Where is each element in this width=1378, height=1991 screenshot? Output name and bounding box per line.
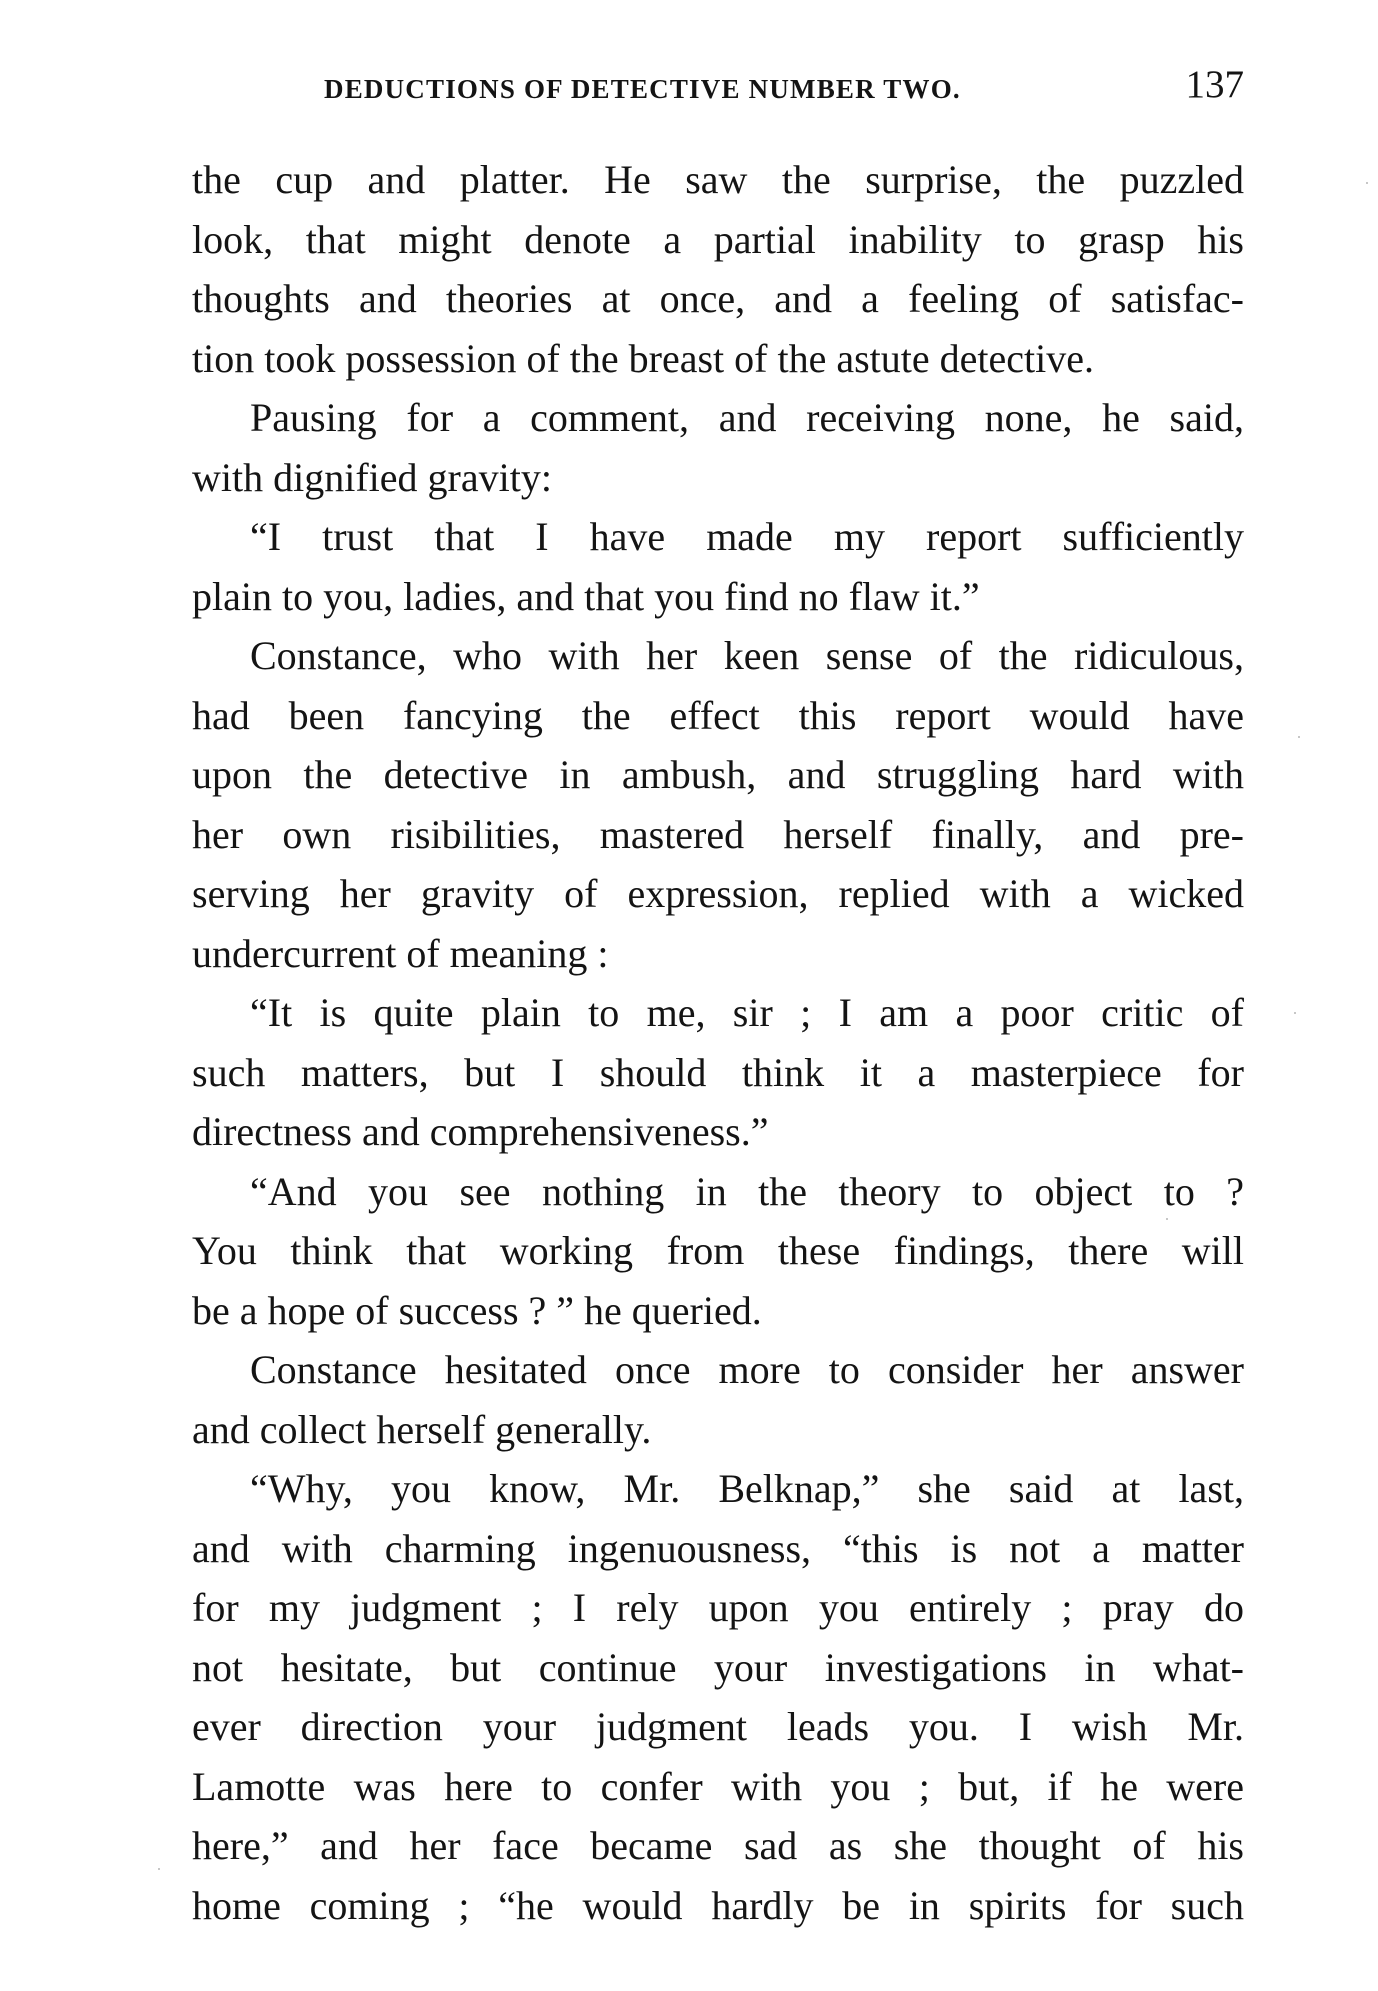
paper-speck [1294,1012,1296,1014]
running-head [192,62,1244,118]
text-line: You think that working from these findings, there will [192,1228,1244,1273]
text-line: such matters, but I should think it a masterpiece for [192,1049,1244,1095]
text-line: “I trust that I have made my report sufficiently [250,514,1244,559]
text-line: “Why, you know, Mr. Belknap,” she said at last, [250,1466,1244,1511]
text-line: serving her gravity of expression, replied with a wicked [192,871,1244,916]
text-line: thoughts and theories at once, and a feeling of satisfac- [192,276,1244,321]
text-line: tion took possession of the breast of the astute detective. [192,335,1095,381]
paper-speck [1166,1218,1168,1220]
paper-speck [158,1868,160,1870]
text-line: Constance hesitated once more to consider her answer [250,1347,1244,1392]
text-line: with dignified gravity: [192,454,552,500]
text-line: and with charming ingenuousness, “this is not a matter [192,1525,1244,1571]
running-head-title: DEDUCTIONS OF DETECTIVE NUMBER TWO. [324,74,961,104]
text-line: not hesitate, but continue your investigations in what- [192,1644,1244,1690]
text-line: here,” and her face became sad as she thought of his [192,1823,1244,1868]
text-line: directness and comprehensiveness.” [192,1109,769,1154]
text-line: Lamotte was here to confer with you ; but, if he were [192,1763,1244,1809]
page-number: 137 [1185,63,1244,106]
text-line: Pausing for a comment, and receiving none, he said, [250,395,1244,440]
text-line: had been fancying the effect this report would have [192,692,1244,738]
text-line: ever direction your judgment leads you. I wish Mr. [192,1704,1244,1749]
text-line: be a hope of success ? ” he queried. [192,1287,762,1333]
text-line: Constance, who with her keen sense of the ridiculous, [250,633,1244,678]
body-text [192,150,1244,1935]
paper-speck [1366,182,1368,184]
text-line: for my judgment ; I rely upon you entirely ; pray do [192,1585,1244,1630]
text-line: upon the detective in ambush, and struggling hard with [192,752,1244,797]
text-line: “It is quite plain to me, sir ; I am a poor critic of [250,990,1244,1035]
paper-speck [1298,736,1300,738]
text-line: home coming ; “he would hardly be in spirits for such [192,1882,1244,1928]
text-line: the cup and platter. He saw the surprise, the puzzled [192,157,1244,202]
text-line: her own risibilities, mastered herself finally, and pre- [192,811,1244,857]
text-line: and collect herself generally. [192,1406,652,1452]
text-line: undercurrent of meaning : [192,930,609,976]
text-line: plain to you, ladies, and that you find no flaw it.” [192,573,980,619]
text-line: look, that might denote a partial inability to grasp his [192,216,1244,262]
text-line: “And you see nothing in the theory to object to ? [250,1168,1244,1214]
